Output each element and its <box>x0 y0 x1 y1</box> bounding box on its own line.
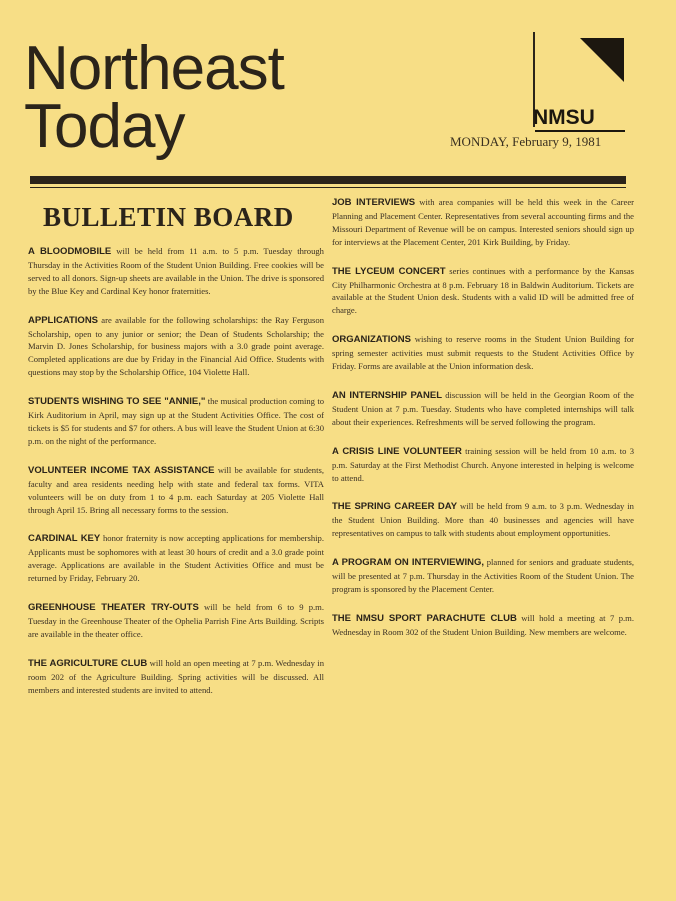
item-lead: APPLICATIONS <box>28 314 99 326</box>
bulletin-item <box>332 265 634 318</box>
left-column <box>28 196 324 712</box>
bulletin-item <box>28 657 324 697</box>
item-lead: STUDENTS WISHING TO SEE "ANNIE," <box>28 396 206 408</box>
masthead-title-line1: Northeast <box>24 34 284 103</box>
bulletin-item <box>28 532 324 585</box>
item-lead: THE AGRICULTURE CLUB <box>28 657 148 669</box>
item-lead: CARDINAL KEY <box>28 533 101 545</box>
item-body: will hold an open meeting at 7 p.m. Wednesday in room 202 of the Agriculture Building. Spring activities will be discussed. All members and interested students are invited to attend. <box>28 657 324 695</box>
item-lead: VOLUNTEER INCOME TAX ASSISTANCE <box>28 464 215 476</box>
item-lead: A BLOODMOBILE <box>28 246 112 257</box>
bulletin-item <box>332 612 634 639</box>
bulletin-item <box>28 601 324 641</box>
masthead-title-line2: Today <box>24 92 185 161</box>
item-body: are available for the following scholarships: the Ray Ferguson Scholarship, open to any junior or senior; the Dean of Students Scholarship; the Marvin D. Jones Scholarship, for business majors with a 3.0 grade point average. Completed applications are due by Friday in the Financial Aid Office. Students with questions may stop by the Scholarship Office, 104 Violette Hall. <box>28 314 324 378</box>
issue-date: MONDAY, February 9, 1981 <box>450 134 602 149</box>
masthead-title <box>24 34 284 161</box>
bulletin-item <box>332 389 634 429</box>
item-body: planned for seniors and graduate students, will be presented at 7 p.m. Thursday in the Activities Room of the Student Union. The program is sponsored by the Placement Center. <box>332 557 634 594</box>
item-body: training session will be held from 10 a.m. to 3 p.m. Saturday at the First Methodist Church. Anyone interested in helping is welcome to attend. <box>332 445 634 483</box>
item-body: honor fraternity is now accepting applications for membership. Applicants must be sophomores with at least 30 hours of credit and a 3.0 grade point average. Applications are available in the Student Activities Office and must be returned by Friday, February 20. <box>28 533 325 584</box>
item-body: the musical production coming to Kirk Auditorium in April, may sign up at the Student Activities Office. The cost of tickets is $5 for students and $7 for others. A bus will leave the Student Union at 6:30 p.m. on the night of the performance. <box>28 396 324 446</box>
item-lead: THE LYCEUM CONCERT <box>332 265 446 277</box>
bulletin-item <box>332 556 634 596</box>
masthead-divider <box>30 176 626 184</box>
masthead-divider-thin <box>30 187 626 188</box>
bulletin-heading: BULLETIN BOARD <box>43 202 294 232</box>
bulletin-item <box>332 333 634 373</box>
item-body: will be held from 9 a.m. to 3 p.m. Wednesday in the Student Union Building. More than 40 businesses and agencies will have representatives on campus to talk with students about employment opportunities. <box>332 501 634 539</box>
bulletin-item <box>28 245 324 298</box>
item-lead: GREENHOUSE THEATER TRY-OUTS <box>28 602 199 614</box>
bulletin-item <box>28 395 324 448</box>
item-lead: A CRISIS LINE VOLUNTEER <box>332 445 462 457</box>
bulletin-item <box>332 196 634 249</box>
triangle-icon <box>580 38 624 82</box>
item-body: with area companies will be held this week in the Career Planning and Placement Center. Representatives from several accounting firms and the Missouri Department of Revenue will be on campus. Interested seniors should sign up for interviews at the Placement Center, 201 Kirk Building, by Friday. <box>332 197 634 247</box>
item-body: will be available for students, faculty and area residents needing help with state and federal tax forms. VITA volunteers will be on duty from 1 to 4 p.m. each Saturday at 205 Violette Hall through April 15. Bring all necessary forms to the session. <box>28 464 324 515</box>
logo-text: NMSU <box>533 106 595 129</box>
item-body: will be held from 11 a.m. to 5 p.m. Tuesday through Thursday in the Activities Room of the Student Union Building. Free cookies will be served to all donors. Sign-up sheets are available in the Union. The drive is sponsored by the Blue Key and Cardinal Key honor fraternities. <box>28 246 324 296</box>
item-body: wishing to reserve rooms in the Student Union Building for spring semester activities must submit requests to the Student Activities Office by Friday. Forms are available at the Union information desk. <box>332 334 634 372</box>
logo-underline <box>535 130 625 132</box>
item-lead: ORGANIZATIONS <box>332 334 411 346</box>
nmsu-logo <box>533 32 628 132</box>
right-column <box>332 196 634 655</box>
bulletin-item <box>332 445 634 485</box>
item-lead: THE SPRING CAREER DAY <box>332 501 458 513</box>
item-lead: AN INTERNSHIP PANEL <box>332 389 443 401</box>
item-body: discussion will be held in the Georgian Room of the Student Union at 7 p.m. Tuesday. Students who have completed internships will talk about their experiences. Refreshments will be served following the program. <box>332 389 634 427</box>
item-lead: A PROGRAM ON INTERVIEWING, <box>332 557 485 569</box>
item-body: series continues with a performance by the Kansas City Philharmonic Orchestra at 8 p.m. February 18 in Baldwin Auditorium. Tickets are available at the Student Union desk. Students with a valid ID will be admitted free of charge. <box>332 265 634 316</box>
bulletin-item <box>332 500 634 540</box>
item-body: will hold a meeting at 7 p.m. Wednesday in Room 302 of the Student Union Building. New members are welcome. <box>332 612 635 637</box>
item-body: will be held from 6 to 9 p.m. Tuesday in the Greenhouse Theater of the Ophelia Parrish Fine Arts Building. Scripts are available in the theater office. <box>28 602 324 639</box>
item-lead: THE NMSU SPORT PARACHUTE CLUB <box>332 612 517 624</box>
bulletin-item <box>28 314 324 380</box>
item-lead: JOB INTERVIEWS <box>332 197 416 208</box>
bulletin-item <box>28 464 324 517</box>
